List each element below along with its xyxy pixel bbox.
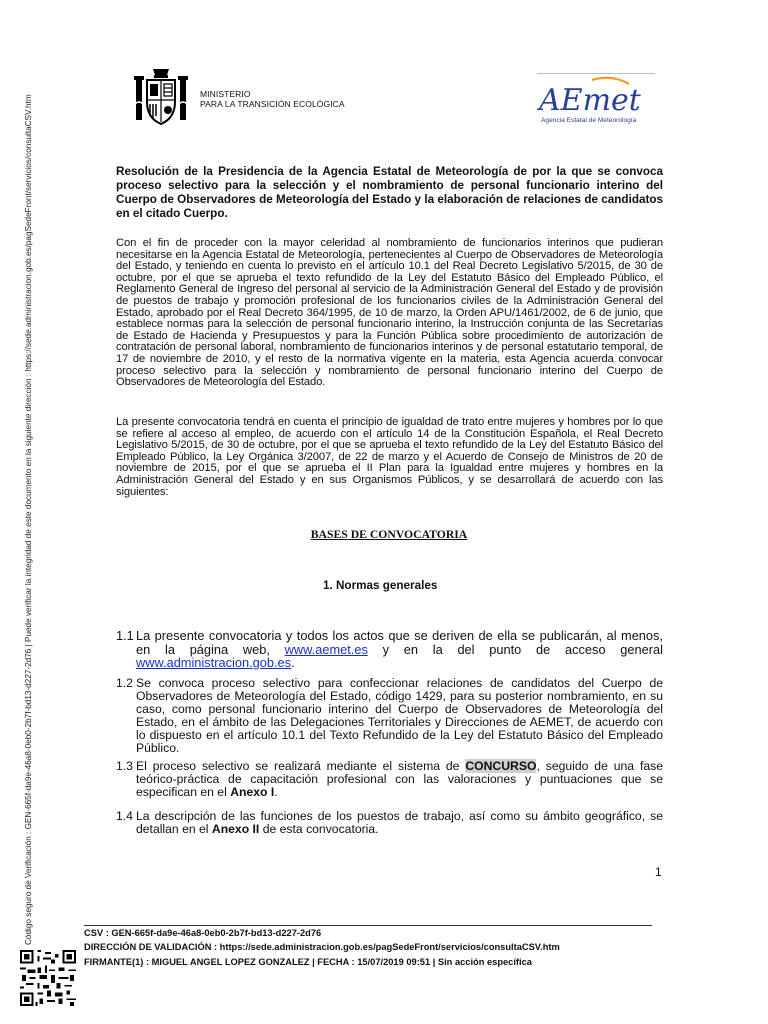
section-heading-normas-generales: 1. Normas generales bbox=[323, 579, 438, 592]
bases-heading: BASES DE CONVOCATORIA bbox=[310, 528, 468, 541]
footer-validation-url: DIRECCIÓN DE VALIDACIÓN : https://sede.administracion.gob.es/pagSedeFront/servicios/consultaCSV.htm bbox=[84, 942, 560, 952]
qr-code-icon bbox=[20, 950, 76, 1006]
clause-text: El proceso selectivo se realizará mediante el sistema de CONCURSO, seguido de una fase teórico-práctica de capacitación profesional con las valoraciones y puntuaciones que se especifican en el Anexo I. bbox=[136, 759, 663, 799]
clause-1-1 bbox=[116, 629, 663, 670]
aemet-wordmark: AEmet bbox=[539, 83, 641, 118]
clause-number: 1.2 bbox=[116, 676, 133, 690]
clause-1-3 bbox=[116, 760, 663, 799]
footer-signer: FIRMANTE(1) : MIGUEL ANGEL LOPEZ GONZALEZ | FECHA : 15/07/2019 09:51 | Sin acción específica bbox=[84, 957, 532, 967]
aemet-logo-rule bbox=[537, 73, 655, 74]
aemet-tagline: Agencia Estatal de Meteorología bbox=[541, 117, 637, 124]
footer-divider bbox=[84, 925, 652, 926]
concurso-highlight: CONCURSO bbox=[465, 759, 537, 773]
aemet-logo bbox=[537, 76, 657, 126]
clause-text: Se convoca proceso selectivo para confeccionar relaciones de candidatos del Cuerpo de Observadores de Meteorología del Estado, código 1429, para su posterior nombramiento, en su caso, como personal funcionario interino del Cuerpo de Observadores de Meteorología del Estado, en el ámbito de las Delegaciones Territoriales y Direcciones de AEMET, de acuerdo con lo dispuesto en el artículo 10.1 del Texto Refundido de la Ley del Estatuto Básico del Empleado Público. bbox=[136, 676, 663, 755]
vertical-csv-verification-text: Código seguro de Verificación : GEN-665f-da9e-46a8-0eb0-2b7f-bd13-d227-2d76 | Puede verificar la integridad de este documento en la siguiente dirección : https://sede.administracion.gob.es/pagSedeFront/servicios/consultaCSV.htm bbox=[24, 94, 33, 945]
page-number: 1 bbox=[655, 865, 662, 879]
clause-text: La descripción de las funciones de los puestos de trabajo, así como su ámbito geográfico, se detallan en el Anexo II de esta convocatoria. bbox=[136, 809, 663, 836]
aemet-website-link[interactable]: www.aemet.es bbox=[284, 641, 368, 657]
spain-coat-of-arms-logo bbox=[133, 66, 189, 130]
ministry-name: MINISTERIO PARA LA TRANSICIÓN ECOLÓGICA bbox=[200, 89, 345, 109]
clause-number: 1.4 bbox=[116, 809, 133, 823]
clause-text: La presente convocatoria y todos los actos que se deriven de ella se publicarán, al menos, en la página web, www.aemet.es y en la del punto de acceso general www.administracion.gob.es. bbox=[136, 628, 663, 670]
anexo-ii-reference: Anexo II bbox=[211, 822, 260, 836]
clause-1-4 bbox=[116, 810, 663, 836]
clause-number: 1.1 bbox=[116, 628, 134, 643]
document-title: Resolución de la Presidencia de la Agencia Estatal de Meteorología de por la que se convoca proceso selectivo para la selección y el nombramiento de personal funcionario interino del Cuerpo de Observadores de Meteorología del Estado y la elaboración de relaciones de candidatos en el citado Cuerpo. bbox=[116, 165, 663, 220]
clause-1-2 bbox=[116, 677, 663, 755]
footer-csv: CSV : GEN-665f-da9e-46a8-0eb0-2b7f-bd13-d227-2d76 bbox=[84, 928, 322, 938]
intro-paragraph-2: La presente convocatoria tendrá en cuenta el principio de igualdad de trato entre mujeres y hombres por lo que se refiere al acceso al empleo, de acuerdo con el artículo 14 de la Constitución Española, el Real Decreto Legislativo 5/2015, de 30 de octubre, por el que se aprueba el texto refundido de la Ley del Estatuto Básico del Empleado Público, la Ley Orgánica 3/2007, de 22 de marzo y el Acuerdo de Consejo de Ministros de 20 de noviembre de 2015, por el que se aprueba el II Plan para la Igualdad entre mujeres y hombres en la Administración General del Estado y en sus Organismos Públicos, y se desarrollará de acuerdo con las siguientes: bbox=[116, 416, 663, 498]
administracion-website-link[interactable]: www.administracion.gob.es bbox=[136, 655, 292, 670]
intro-paragraph-1: Con el fin de proceder con la mayor celeridad al nombramiento de funcionarios interinos que pudieran necesitarse en la Agencia Estatal de Meteorología, pertenecientes al Cuerpo de Observadores de Meteorología del Estado, y teniendo en cuenta lo previsto en el artículo 10.1 del Real Decreto Legislativo 5/2015, de 30 de octubre, por el que se aprueba el texto refundido de la Ley del Estatuto Básico del Empleado Público, el Reglamento General de Ingreso del personal al servicio de la Administración General del Estado y de provisión de puestos de trabajo y promoción profesional de los funcionarios civiles de la Administración General del Estado, aprobado por el Real Decreto 364/1995, de 10 de marzo, la Orden APU/1461/2002, de 6 de junio, que establece normas para la selección de personal funcionario interino, la Instrucción conjunta de las Secretarías de Estado de Hacienda y Presupuestos y para la Función Pública sobre procedimiento de autorización de contratación de personal laboral, nombramiento de funcionarios interinos y de personal estatutario temporal, de 17 de noviembre de 2010, y el resto de la normativa vigente en la materia, esta Agencia acuerda convocar proceso selectivo para la selección y nombramiento de personal funcionario interino del Cuerpo de Observadores de Meteorología del Estado. bbox=[116, 237, 663, 389]
anexo-i-reference: Anexo I bbox=[230, 785, 275, 799]
clause-number: 1.3 bbox=[116, 759, 133, 773]
